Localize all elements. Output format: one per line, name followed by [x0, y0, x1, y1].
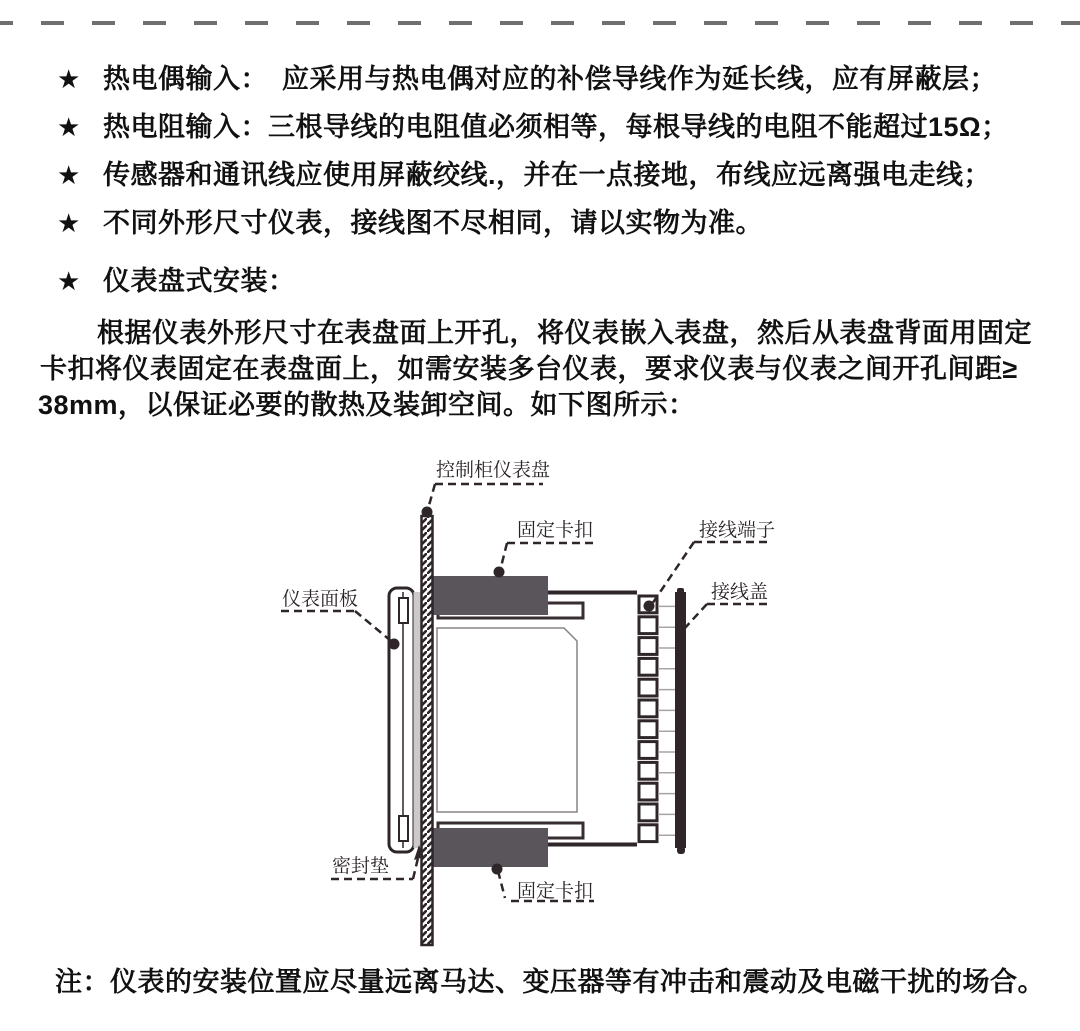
instrument-body [437, 628, 577, 812]
leader-cover [684, 604, 771, 629]
fixing-clip-bottom [433, 828, 548, 867]
label-clip-bottom: 固定卡扣 [517, 881, 594, 902]
bullet-text: 不同外形尺寸仪表，接线图不尽相同，请以实物为准。 [103, 208, 763, 238]
leader-clip-top [500, 543, 594, 571]
bullet-thermocouple [57, 63, 997, 95]
bullet-rtd [57, 111, 1009, 143]
cabinet-panel-bar [422, 516, 433, 945]
star-icon: ★ [57, 208, 81, 238]
panel-mount-diagram [260, 445, 800, 965]
bullet-text: 热电阻输入：三根导线的电阻值必须相等，每根导线的电阻不能超过15Ω； [103, 112, 1009, 142]
paragraph-line-2: 卡扣将仪表固定在表盘面上，如需安装多台仪表，要求仪表与仪表之间开孔间距≥ [40, 354, 1018, 384]
page-top-dashed-border [0, 21, 1080, 25]
terminal-block [639, 596, 657, 842]
bullet-text: 传感器和通讯线应使用屏蔽绞线.，并在一点接地，布线应远离强电走线； [103, 160, 991, 190]
label-cabinet-panel: 控制柜仪表盘 [436, 460, 551, 481]
label-front-panel: 仪表面板 [282, 589, 359, 610]
front-bezel [389, 588, 414, 852]
star-icon: ★ [57, 266, 81, 296]
bullet-wiring-diagram [57, 207, 763, 239]
label-clip-top: 固定卡扣 [517, 520, 594, 541]
bullet-sensor-wiring [57, 159, 991, 191]
leader-front-panel [281, 611, 391, 641]
label-terminal: 接线端子 [699, 520, 776, 541]
star-icon: ★ [57, 160, 81, 190]
label-cover: 接线盖 [711, 582, 769, 603]
terminal-rear-strip [658, 606, 675, 835]
leader-cabinet-panel [428, 484, 543, 509]
bullet-text: 仪表盘式安装： [103, 266, 296, 296]
bullet-panel-mount-heading [57, 265, 296, 297]
label-gasket: 密封垫 [332, 856, 390, 877]
star-icon: ★ [57, 64, 81, 94]
bezel-latch-slot-top [399, 598, 408, 623]
fixing-clip-top [433, 576, 548, 615]
bullet-text: 热电偶输入： 应采用与热电偶对应的补偿导线作为延长线，应有屏蔽层； [103, 64, 997, 94]
paragraph-line-3: 38mm，以保证必要的散热及装卸空间。如下图所示： [38, 390, 696, 420]
bezel-latch-slot-bottom [399, 816, 408, 841]
paragraph-line-1: 根据仪表外形尺寸在表盘面上开孔，将仪表嵌入表盘，然后从表盘背面用固定 [97, 318, 1032, 348]
note-text: 注：仪表的安装位置应尽量远离马达、变压器等有冲击和震动及电磁干扰的场合。 [55, 967, 1045, 997]
star-icon: ★ [57, 112, 81, 142]
